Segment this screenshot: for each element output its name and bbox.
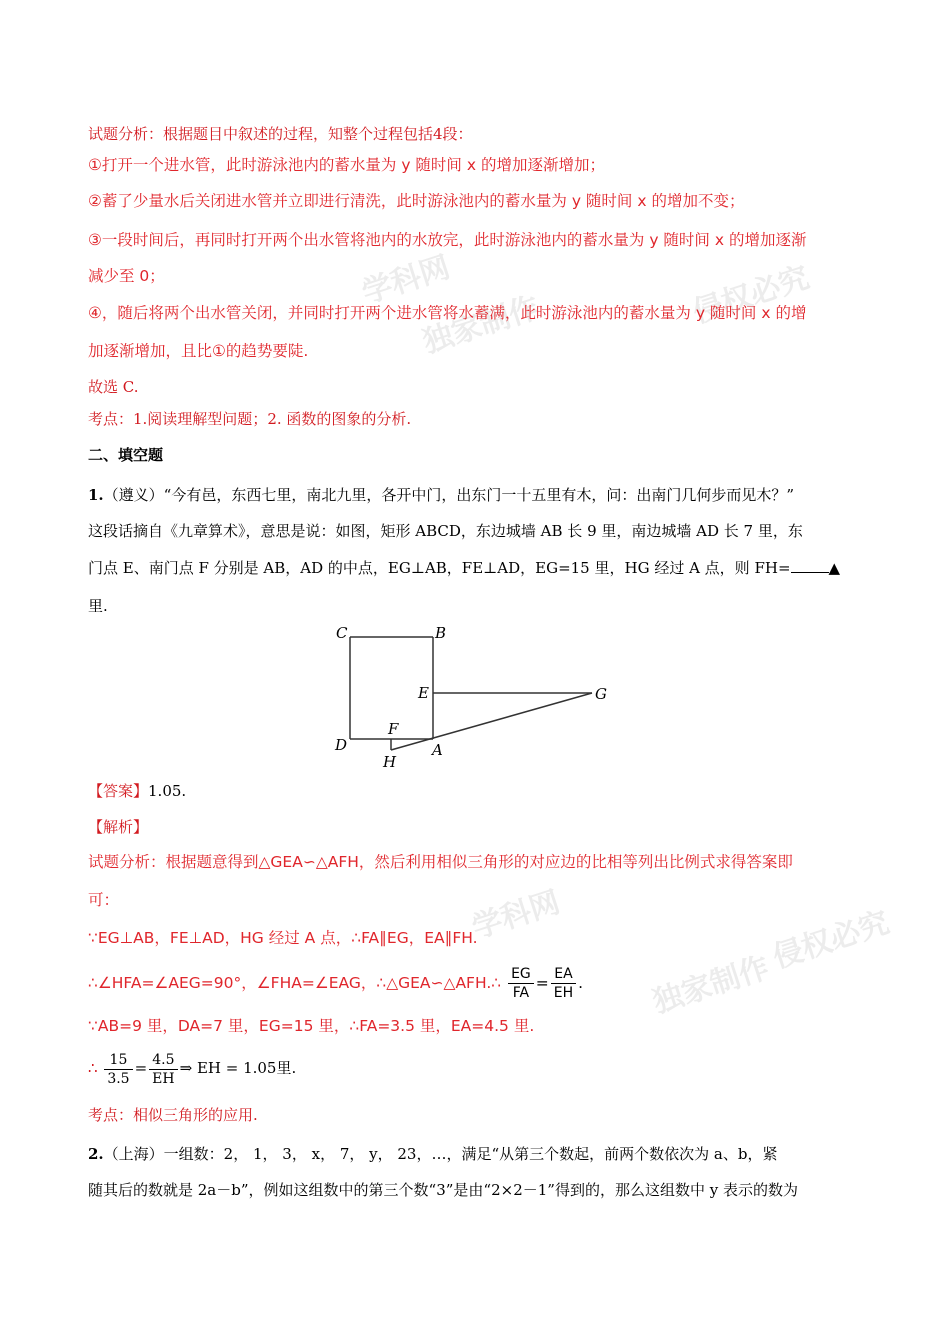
label-E: E	[418, 684, 429, 702]
analysis-step-3: ③一段时间后，再同时打开两个出水管将池内的水放完，此时游泳池内的蓄水量为 y 随时间 x 的增加逐渐	[88, 231, 807, 249]
analysis-step-1: ①打开一个进水管，此时游泳池内的蓄水量为 y 随时间 x 的增加逐渐增加；	[88, 156, 605, 174]
fraction-EA-EH: $\frac{EA}{EH}$	[551, 965, 576, 1002]
question-2-line-1: 2.（上海）一组数：2， 1， 3， x， 7， y， 23，…，满足“从第三个数起，前两个数依次为 a、b，紧	[88, 1145, 778, 1163]
jiexi-tag: 【解析】	[88, 818, 149, 836]
label-D: D	[335, 736, 348, 754]
question-1-line-3: 门点 E、南门点 F 分别是 AB，AD 的中点，EG⊥AB，FE⊥AD，EG=15 里，HG 经过 A 点，则 FH= ▲	[88, 559, 841, 577]
analysis-step-4-cont: 加逐渐增加，且比①的趋势要陡.	[88, 342, 309, 360]
analysis-step-3-cont: 减少至 0；	[88, 267, 165, 285]
section-title: 二、填空题	[88, 446, 164, 464]
reasoning-line-1: ∵EG⊥AB，FE⊥AD，HG 经过 A 点，∴FA∥EG，EA∥FH.	[88, 929, 478, 947]
label-H: H	[383, 753, 397, 771]
choice-line: 故选 C.	[88, 378, 139, 396]
triangle-marker: ▲	[828, 559, 841, 577]
question-1-line-4: 里.	[88, 597, 108, 615]
keypoint-2: 考点：相似三角形的应用.	[88, 1106, 258, 1124]
fraction-4.5-EH: $\frac{4.5}{EH}$	[149, 1051, 177, 1088]
answer-tag: 【答案】	[88, 782, 149, 800]
answer-value: 1.05.	[148, 782, 187, 800]
label-A: A	[432, 741, 443, 759]
analysis-step-4: ④，随后将两个出水管关闭，并同时打开两个进水管将水蓄满，此时游泳池内的蓄水量为 y 随时间 x 的增	[88, 304, 807, 322]
label-F: F	[388, 720, 399, 738]
watermark: 独家制作	[648, 950, 774, 1021]
watermark: 独家制作	[418, 290, 544, 361]
watermark: 学科网	[467, 884, 565, 946]
reasoning-line-2: ∴∠HFA=∠AEG=90°，∠FHA=∠EAG，∴△GEA∽△AFH.∴ $\frac{EG}{FA}$ = $\frac{EA}{EH}$ .	[88, 966, 584, 1001]
question-number: 1.	[88, 486, 104, 504]
question-1-line-2: 这段话摘自《九章算术》，意思是说：如图，矩形 ABCD，东边城墙 AB 长 9 里，南边城墙 AD 长 7 里，东	[88, 522, 803, 540]
watermark: 学科网	[357, 249, 455, 311]
keypoint-1: 考点：1.阅读理解型问题；2. 函数的图象的分析.	[88, 410, 412, 428]
geometry-figure	[320, 618, 620, 778]
watermark: 侵权必究	[688, 260, 814, 331]
analysis-2-line-2: 可：	[88, 891, 120, 909]
analysis-2-line-1: 试题分析：根据题意得到△GEA∽△AFH，然后利用相似三角形的对应边的比相等列出比例式求得答案即	[88, 853, 793, 871]
question-1-line-1: 1.（遵义）“今有邑，东西七里，南北九里，各开中门，出东门一十五里有木，问：出南门几何步而见木？”	[88, 486, 795, 504]
label-C: C	[336, 624, 348, 642]
reasoning-line-3: ∵AB=9 里，DA=7 里，EG=15 里，∴FA=3.5 里，EA=4.5 里.	[88, 1017, 535, 1035]
question-number: 2.	[88, 1145, 104, 1163]
watermark: 侵权必究	[768, 905, 894, 976]
label-B: B	[435, 624, 447, 642]
analysis-header: 试题分析：根据题目中叙述的过程，知整个过程包括4段：	[88, 125, 473, 143]
fraction-EG-FA: $\frac{EG}{FA}$	[508, 965, 534, 1002]
answer-line	[88, 781, 186, 801]
label-G: G	[595, 685, 607, 703]
fraction-15-3.5: $\frac{15}{3.5}$	[104, 1051, 132, 1088]
question-2-line-2: 随其后的数就是 2a－b”，例如这组数中的第三个数“3”是由“2×2－1”得到的，那么这组数中 y 表示的数为	[88, 1181, 798, 1199]
analysis-step-2: ②蓄了少量水后关闭进水管并立即进行清洗，此时游泳池内的蓄水量为 y 随时间 x 的增加不变；	[88, 192, 745, 210]
answer-blank	[791, 557, 829, 573]
reasoning-line-4: ∴ $\frac{15}{3.5}$ = $\frac{4.5}{EH}$ ⇒ EH = 1.05里.	[88, 1051, 297, 1087]
